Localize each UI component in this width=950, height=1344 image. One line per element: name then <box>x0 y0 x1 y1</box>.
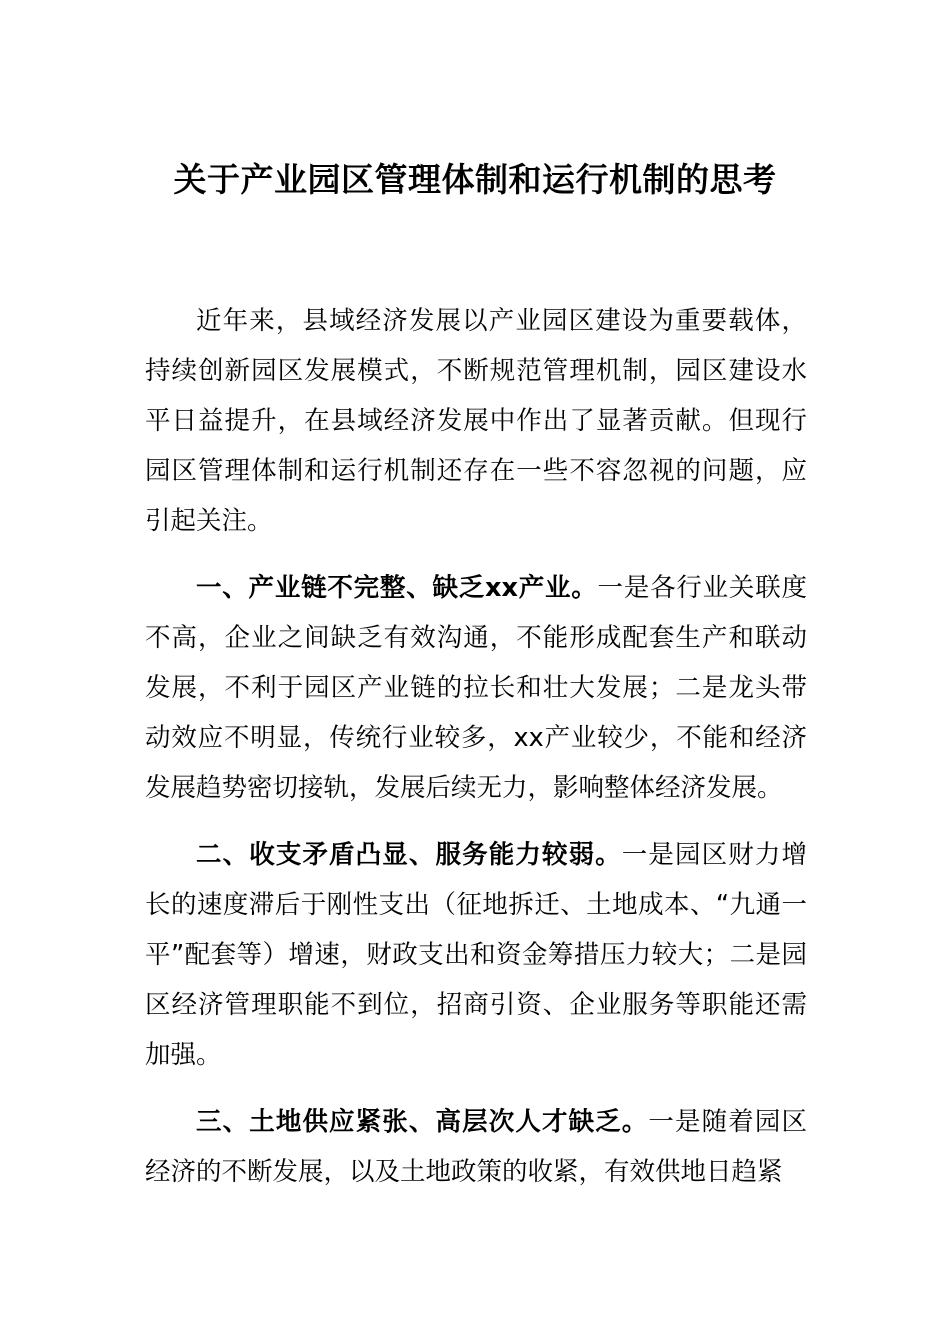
paragraph-section-2 <box>145 830 807 1080</box>
document-title: 关于产业园区管理体制和运行机制的思考 <box>173 160 777 199</box>
paragraph-lead: 一、产业链不完整、缺乏xx产业。 <box>196 573 598 603</box>
paragraph-lead: 二、收支矛盾凸显、服务能力较弱。 <box>196 840 622 870</box>
paragraph-text: 一是各行业关联度不高，企业之间缺乏有效沟通，不能形成配套生产和联动发展，不利于园区产业链的拉长和壮大发展；二是龙头带动效应不明显，传统行业较多，xx产业较少，不能和经济发展趋势密切接轨，发展后续无力，影响整体经济发展。 <box>145 573 807 803</box>
paragraph-section-1 <box>145 563 807 813</box>
paragraph-text: 一是随着园区经济的不断发展，以及土地政策的收紧，有效供地日趋紧 <box>145 1107 807 1187</box>
document-body <box>145 296 807 1214</box>
paragraph-lead: 三、土地供应紧张、高层次人才缺乏。 <box>196 1107 649 1137</box>
paragraph-intro <box>145 296 807 546</box>
paragraph-text: 一是园区财力增长的速度滞后于刚性支出（征地拆迁、土地成本、“九通一平”配套等）增速，财政支出和资金筹措压力较大；二是园区经济管理职能不到位，招商引资、企业服务等职能还需加强。 <box>145 840 807 1070</box>
paragraph-text: 近年来，县域经济发展以产业园区建设为重要载体，持续创新园区发展模式，不断规范管理机制，园区建设水平日益提升，在县域经济发展中作出了显著贡献。但现行园区管理体制和运行机制还存在一些不容忽视的问题，应引起关注。 <box>145 306 807 536</box>
paragraph-section-3 <box>145 1097 807 1197</box>
